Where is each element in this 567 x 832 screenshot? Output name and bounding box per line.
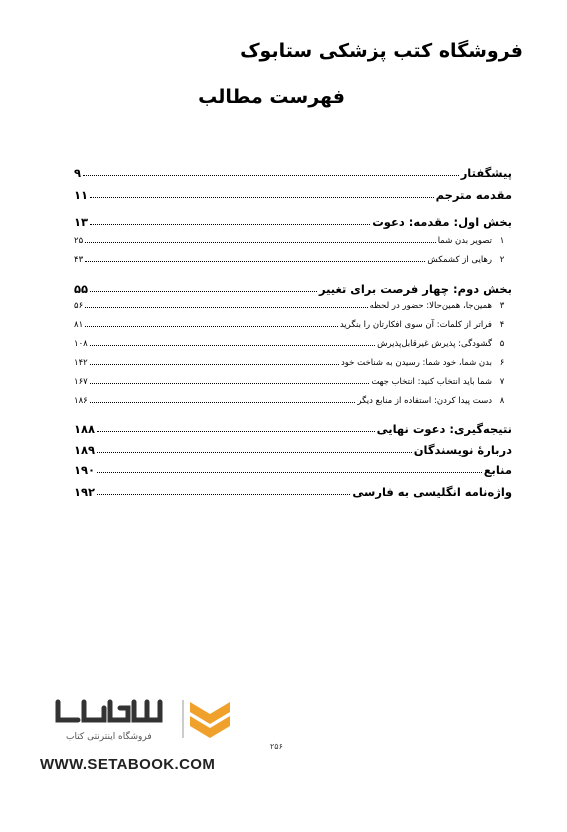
toc-entry-number: ۳ [499, 301, 505, 311]
toc-entry-number: ۱ [499, 236, 505, 246]
toc-entry-label: نتیجه‌گیری: دعوت نهایی [376, 422, 512, 436]
logo-subtitle: فروشگاه اینترنتی کتاب [66, 732, 152, 742]
toc-entry [74, 236, 512, 246]
toc-entry-label: پیشگفتار [460, 166, 512, 180]
toc-leader-dots [90, 364, 339, 365]
toc-entry [74, 358, 512, 368]
toc-entry-label: دست پیدا کردن: استفاده از منابع دیگر [357, 396, 492, 406]
toc-entry-label: رهایی از کشمکش [427, 255, 492, 265]
logo-book-icon [190, 702, 230, 738]
toc-entry [74, 443, 512, 457]
toc-entry-page: ۱۸۶ [74, 396, 88, 406]
toc-entry-number: ۵ [499, 339, 505, 349]
toc-entry-page: ۴۳ [74, 255, 84, 265]
toc-entry-page: ۱۹۲ [74, 485, 96, 499]
toc-entry-label: گشودگی: پذیرش غیرقابل‌پذیرش [377, 339, 492, 349]
toc-entry-label: منابع [483, 463, 512, 477]
toc-entry [74, 463, 512, 477]
toc-entry-label: واژه‌نامه انگلیسی به فارسی [352, 485, 512, 499]
toc-leader-dots [97, 472, 482, 473]
toc-entry-label: بخش دوم: چهار فرصت برای تغییر [318, 282, 512, 296]
toc-entry-label: بدن شما، خود شما: رسیدن به شناخت خود [341, 358, 492, 368]
toc-entry-label: تصویر بدن شما [437, 236, 492, 246]
toc-leader-dots [85, 326, 338, 327]
toc-entry-page: ۱۶۷ [74, 377, 88, 387]
toc-entry-number: ۸ [499, 396, 505, 406]
toc-entry-label: فراتر از کلمات: آن سوی افکارتان را بنگرید [339, 320, 492, 330]
toc-entry [74, 282, 512, 296]
page-number: ۲۵۶ [270, 742, 283, 751]
toc-leader-dots [97, 452, 412, 453]
toc-entry [74, 166, 512, 180]
toc-leader-dots [90, 197, 434, 198]
toc-entry-label: شما باید انتخاب کنید: انتخاب جهت [371, 377, 492, 387]
toc-entry [74, 485, 512, 499]
toc-entry-number: ۷ [499, 377, 505, 387]
toc-entry-label: بخش اول: مقدمه: دعوت [372, 215, 512, 229]
toc-entry-page: ۱۸۹ [74, 443, 96, 457]
toc-entry-number: ۲ [499, 255, 505, 265]
toc-entry-page: ۲۵ [74, 236, 84, 246]
toc-entry-page: ۹ [74, 166, 82, 180]
toc-entry-label: دربارهٔ نویسندگان [413, 443, 512, 457]
toc-leader-dots [90, 291, 317, 292]
logo-wordmark [58, 702, 160, 720]
toc-leader-dots [90, 383, 370, 384]
toc-entry-page: ۵۵ [74, 282, 89, 296]
toc-entry-page: ۱۱ [74, 188, 89, 202]
toc-entry [74, 422, 512, 436]
toc-entry-page: ۱۳ [74, 215, 89, 229]
toc-entry [74, 320, 512, 330]
toc-entry-page: ۵۶ [74, 301, 84, 311]
toc-title: فهرست مطالب [198, 86, 345, 108]
toc-entry-label: همین‌جا، همین‌حالا: حضور در لحظه [369, 301, 492, 311]
toc-leader-dots [90, 402, 356, 403]
toc-leader-dots [83, 175, 459, 176]
toc-entry-page: ۱۹۰ [74, 463, 96, 477]
toc-leader-dots [97, 431, 375, 432]
toc-entry [74, 396, 512, 406]
toc-entry-page: ۱۴۲ [74, 358, 88, 368]
toc-leader-dots [85, 242, 436, 243]
toc-entry-page: ۸۱ [74, 320, 84, 330]
toc-entry [74, 255, 512, 265]
toc-entry [74, 215, 512, 229]
toc-entry-label: مقدمه مترجم [435, 188, 512, 202]
toc-leader-dots [90, 224, 370, 225]
logo-url: WWW.SETABOOK.COM [40, 756, 216, 773]
toc-entry [74, 188, 512, 202]
store-title: فروشگاه کتب پزشکی ستابوک [240, 40, 523, 62]
toc-leader-dots [85, 261, 425, 262]
toc-entry-page: ۱۰۸ [74, 339, 88, 349]
toc-entry-number: ۴ [499, 320, 505, 330]
toc-entry [74, 377, 512, 387]
toc-entry [74, 301, 512, 311]
toc-leader-dots [85, 307, 367, 308]
toc-entry-number: ۶ [499, 358, 505, 368]
toc-entry [74, 339, 512, 349]
toc-leader-dots [90, 345, 375, 346]
toc-leader-dots [97, 494, 350, 495]
toc-entry-page: ۱۸۸ [74, 422, 96, 436]
